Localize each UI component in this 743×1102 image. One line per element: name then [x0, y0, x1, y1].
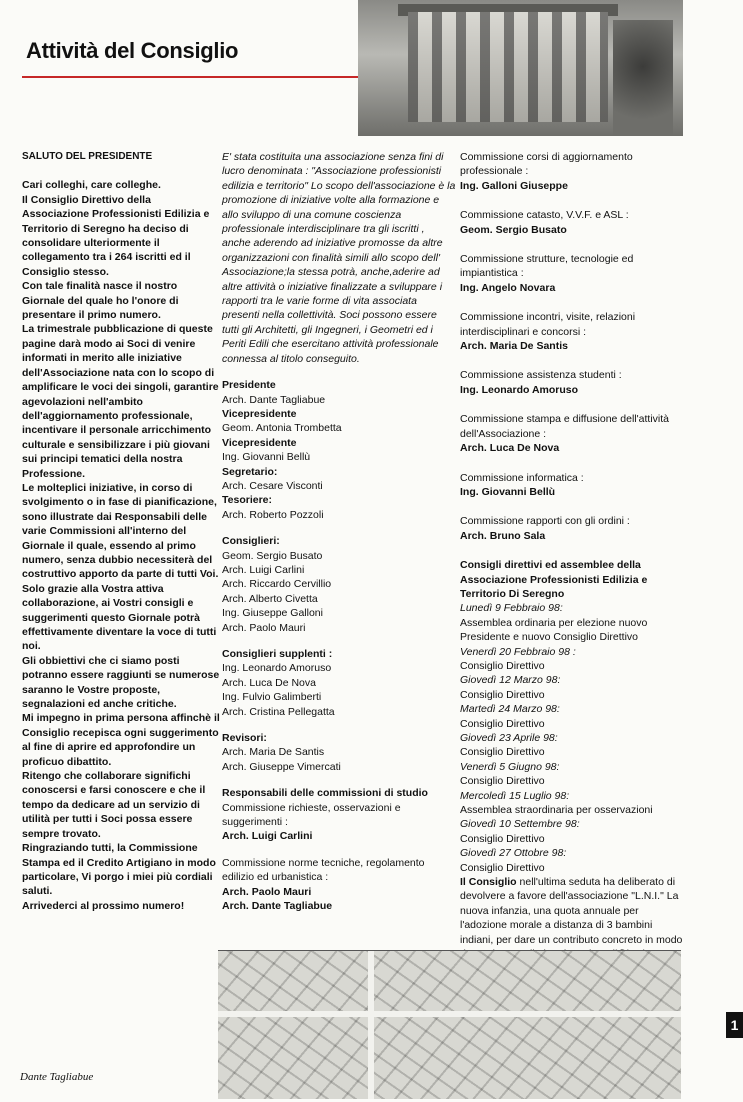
commission-member: Arch. Luigi Carlini [222, 830, 313, 843]
page-number: 1 [726, 1012, 743, 1038]
commission-member: Arch. Paolo Mauri [222, 885, 312, 898]
greeting-paragraph: Ritengo che collaborare significhi conoscersi e farsi conoscere e che il tempo da dedicare ad un servizio di utilità per tutti i Soci possa essere sempre trovato. [22, 770, 206, 840]
supplenti-name: Ing. Leonardo Amoruso [222, 662, 332, 675]
greeting-paragraph: Ringraziando tutti, la Commissione Stampa ed il Credito Artigiano in modo particolare, Vi porgo i miei più cordiali saluti. [22, 842, 216, 898]
meeting-date: Venerdì 20 Febbraio 98 : [460, 645, 576, 658]
commission-item [460, 514, 688, 543]
commission-item [460, 368, 688, 397]
commission-member: Arch. Dante Tagliabue [222, 900, 333, 913]
meetings-heading: Consigli direttivi ed assemblee della Associazione Professionisti Edilizia e Territorio Di Seregno [460, 559, 648, 600]
meeting-desc: Consiglio Direttivo [460, 861, 545, 874]
building-photo [358, 0, 683, 136]
commission-member: Ing. Giovanni Bellù [460, 485, 556, 498]
meeting-desc: Consiglio Direttivo [460, 775, 545, 788]
commission-item [460, 412, 688, 455]
greeting-heading: SALUTO DEL PRESIDENTE [22, 151, 153, 162]
meetings-list [460, 601, 688, 875]
city-map-image [218, 950, 681, 1099]
greeting-paragraph: Cari colleghi, care colleghe. [22, 179, 161, 192]
revisori-name: Arch. Maria De Santis [222, 746, 325, 759]
commission-name: Commissione corsi di aggiornamento professionale : [460, 151, 633, 178]
meeting-date: Lunedì 9 Febbraio 98: [460, 602, 563, 615]
commissioni-list-b [460, 150, 688, 543]
meeting-date: Giovedì 23 Aprile 98: [460, 732, 558, 744]
commission-name: Commissione stampa e diffusione dell'attività dell'Associazione : [460, 413, 669, 440]
commission-item [222, 801, 456, 844]
officer-role: Vicepresidente [222, 407, 297, 420]
commission-name: Commissione richieste, osservazioni e suggerimenti : [222, 801, 401, 829]
revisori-name: Arch. Giuseppe Vimercati [222, 760, 341, 773]
supplenti-name: Arch. Cristina Pellegatta [222, 705, 335, 718]
commission-name: Commissione catasto, V.V.F. e ASL : [460, 209, 629, 222]
greeting-paragraph: Le molteplici iniziative, in corso di svolgimento o in fase di pianificazione, sono illustrate dai Responsabili delle varie Commissioni all'interno del Giornale il quale, essendo al primo numero, senza dubbio necessiterà del costruttivo apporto da parte di tutti Voi. [22, 481, 219, 581]
officer-role: Segretario: [222, 465, 278, 478]
commission-member: Arch. Luca De Nova [460, 442, 560, 455]
officer-role: Presidente [222, 379, 276, 392]
commission-item [460, 150, 688, 193]
revisori-label: Revisori: [222, 732, 267, 745]
greeting-paragraph: La trimestrale pubblicazione di queste pagine darà modo ai Soci di venire informati in merito alle iniziative dell'Associazione nata con lo scopo di amplificare le voci dei singoli, garantire agevolazioni nell'ambito dell'aggiornamento professionale, incentivare il personale arricchimento culturale e sensibilizzare i più giovani sui principi tematici della nostra Professione. [22, 323, 219, 480]
meeting-desc: Consiglio Direttivo [460, 717, 545, 730]
commissions-and-meetings [460, 150, 688, 962]
officer-name: Arch. Dante Tagliabue [222, 393, 326, 406]
supplenti-name: Ing. Fulvio Galimberti [222, 691, 322, 704]
commission-name: Commissione assistenza studenti : [460, 369, 622, 382]
association-intro: E' stata costituita una associazione senza fini di lucro denominata : "Associazione professionisti edilizia e territorio" Lo scopo dell'associazione è la promozione di iniziative volte alla formazione e allo sviluppo di una comune coscienza professionale interdisciplinare tra gli iscritti , anche aderendo ad iniziative promosse da altre organizzazioni con finalità simili allo scopo dell' Associazione;la stessa potrà, anche,aderire ad altre attività o iniziative finalizzate a sviluppare i rapporti tra le varie forme di vita associata presenti nella collettività. Soci possono essere tutti gli Architetti, gli Ingegneri, i Geometri ed i Periti Edili che esercitano attività professionale connessa al titolo conseguito. [222, 151, 456, 365]
association-info [222, 150, 456, 926]
meeting-desc: Consiglio Direttivo [460, 659, 545, 672]
meeting-desc: Consiglio Direttivo [460, 832, 545, 845]
commission-name: Commissione rapporti con gli ordini : [460, 515, 630, 528]
meeting-desc: Consiglio Direttivo [460, 688, 545, 701]
revisori-list [222, 745, 456, 774]
meeting-date: Martedì 24 Marzo 98: [460, 703, 560, 716]
greeting-paragraph: Con tale finalità nasce il nostro Giornale del quale ho l'onore di presentare il primo numero. [22, 280, 179, 322]
greeting-paragraph: Solo grazie alla Vostra attiva collaborazione, ai Vostri consigli e suggerimenti questo Giornale potrà effettivamente diventare la voce di tutti noi. [22, 582, 217, 653]
commission-item [460, 252, 688, 295]
officer-name: Arch. Roberto Pozzoli [222, 508, 324, 521]
meeting-date: Venerdì 5 Giugno 98: [460, 760, 560, 773]
supplenti-list [222, 661, 456, 719]
consiglieri-label: Consiglieri: [222, 535, 280, 548]
meeting-date: Giovedì 27 Ottobre 98: [460, 847, 567, 860]
title-underline [22, 76, 358, 78]
supplenti-name: Arch. Luca De Nova [222, 676, 316, 689]
meeting-date: Mercoledì 15 Luglio 98: [460, 789, 570, 802]
meeting-desc: Assemblea ordinaria per elezione nuovo Presidente e nuovo Consiglio Direttivo [460, 616, 648, 644]
commissioni-list-a [222, 801, 456, 914]
signature: Dante Tagliabue [20, 1071, 94, 1083]
consiglieri-name: Geom. Sergio Busato [222, 549, 323, 562]
closing-note: Il Consiglio nell'ultima seduta ha deliberato di devolvere a favore dell'associazione "L.N.I." La nuova infanzia, una quota annuale per l'adozione morale a distanza di 3 bambini indiani, per dare un contributo concreto in modo [460, 875, 688, 961]
meeting-date: Giovedì 10 Settembre 98: [460, 818, 580, 831]
greeting-paragraph: Il Consiglio Direttivo della Associazione Professionisti Edilizia e Territorio di Seregno ha deciso di consolidare ulteriormente il collegamento tra i 264 iscritti ed il Consiglio stesso. [22, 193, 210, 278]
commission-member: Ing. Angelo Novara [460, 281, 556, 294]
meeting-desc: Assemblea straordinaria per osservazioni [460, 804, 653, 817]
officer-role: Vicepresidente [222, 436, 297, 449]
commission-name: Commissione norme tecniche, regolamento edilizio ed urbanistica : [222, 856, 425, 884]
consiglieri-name: Arch. Luigi Carlini [222, 563, 305, 576]
greeting-paragraph: Gli obbiettivi che ci siamo posti potranno essere raggiunti se numerose saranno le Vostre proposte, segnalazioni ed anche critiche. [22, 654, 220, 711]
commission-item [460, 310, 688, 353]
consiglieri-list [222, 549, 456, 635]
greeting-paragraph: Arrivederci al prossimo numero! [22, 899, 185, 912]
consiglieri-name: Arch. Riccardo Cervillio [222, 578, 332, 591]
page-title: Attività del Consiglio [26, 38, 239, 63]
commission-member: Arch. Bruno Sala [460, 529, 546, 542]
commission-name: Commissione incontri, visite, relazioni interdisciplinari e concorsi : [460, 311, 636, 338]
officer-name: Ing. Giovanni Bellù [222, 451, 311, 464]
meeting-desc: Consiglio Direttivo [460, 746, 545, 759]
commission-item [222, 856, 456, 914]
officer-name: Arch. Cesare Visconti [222, 479, 323, 492]
commission-name: Commissione strutture, tecnologie ed impiantistica : [460, 253, 634, 280]
greeting-body [22, 178, 220, 913]
consiglieri-name: Ing. Giuseppe Galloni [222, 607, 323, 620]
consiglieri-name: Arch. Paolo Mauri [222, 621, 306, 634]
greeting-paragraph: Mi impegno in prima persona affinchè il Consiglio recepisca ogni suggerimento al fine di aprire ed approfondire un proficuo dibattito. [22, 712, 220, 768]
officers-list [222, 378, 456, 522]
president-greeting [22, 150, 220, 913]
officer-role: Tesoriere: [222, 494, 272, 507]
consiglieri-name: Arch. Alberto Civetta [222, 592, 318, 605]
officer-name: Geom. Antonia Trombetta [222, 422, 342, 435]
meeting-date: Giovedì 12 Marzo 98: [460, 674, 561, 687]
commission-member: Arch. Maria De Santis [460, 340, 568, 353]
commission-member: Ing. Leonardo Amoruso [460, 383, 579, 396]
commission-member: Geom. Sergio Busato [460, 223, 567, 236]
commission-member: Ing. Galloni Giuseppe [460, 179, 568, 192]
supplenti-label: Consiglieri supplenti : [222, 648, 333, 660]
responsabili-label: Responsabili delle commissioni di studio [222, 787, 428, 800]
commission-name: Commissione informatica : [460, 471, 584, 484]
commission-item [460, 208, 688, 237]
commission-item [460, 471, 688, 500]
